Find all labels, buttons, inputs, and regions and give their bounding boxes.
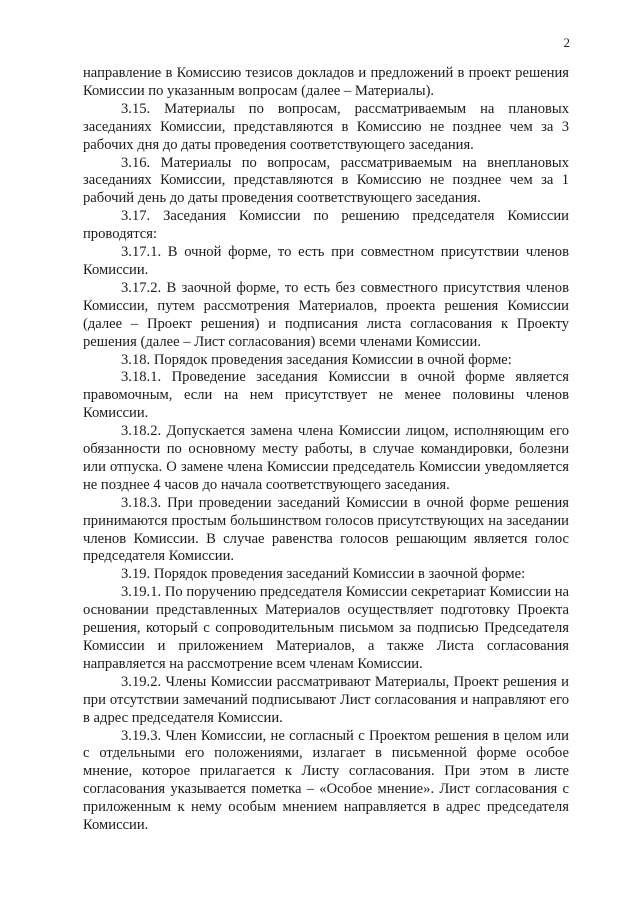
paragraph-3-17: 3.17. Заседания Комиссии по решению председателя Комиссии проводятся: — [83, 208, 569, 243]
paragraph-3-16: 3.16. Материалы по вопросам, рассматриваемым на внеплановых заседаниях Комиссии, представляются в Комиссию не позднее чем за 1 рабочий день до даты проведения соответствующего заседания. — [83, 154, 569, 207]
paragraph-3-18-2: 3.18.2. Допускается замена члена Комиссии лицом, исполняющим его обязанности по основному месту работы, в случае командировки, болезни или отпуска. О замене члена Комиссии председатель Комиссии уведомляется не позднее 4 часов до начала соответствующего заседания. — [83, 423, 569, 493]
page-number: 2 — [563, 35, 570, 50]
paragraph-3-18-3: 3.18.3. При проведении заседаний Комиссии в очной форме решения принимаются простым большинством голосов присутствующих на заседании членов Комиссии. В случае равенства голосов решающим является голос председателя Комиссии. — [83, 494, 569, 565]
paragraph-3-18-1: 3.18.1. Проведение заседания Комиссии в очной форме является правомочным, если на нем присутствует не менее половины членов Комиссии. — [83, 369, 569, 422]
document-body — [83, 65, 569, 835]
paragraph: направление в Комиссию тезисов докладов и предложений в проект решения Комиссии по указанным вопросам (далее – Материалы). — [83, 65, 569, 99]
paragraph-3-19-3: 3.19.3. Член Комиссии, не согласный с Проектом решения в целом или с отдельными его положениями, излагает в письменной форме особое мнение, которое прилагается к Листу согласования. При этом в листе согласования указывается пометка – «Особое мнение». Лист согласования с приложенным к нему особым мнением направляется в адрес председателя Комиссии. — [83, 727, 569, 834]
paragraph-3-17-2: 3.17.2. В заочной форме, то есть без совместного присутствия членов Комиссии, путем рассмотрения Материалов, проекта решения Комиссии (далее – Проект решения) и подписания листа согласования к Проекту решения (далее – Лист согласования) всеми членами Комиссии. — [83, 279, 569, 350]
paragraph-3-18: 3.18. Порядок проведения заседания Комиссии в очной форме: — [121, 351, 512, 368]
paragraph-3-19: 3.19. Порядок проведения заседаний Комиссии в заочной форме: — [121, 566, 526, 583]
paragraph-3-19-2: 3.19.2. Члены Комиссии рассматривают Материалы, Проект решения и при отсутствии замечаний подписывают Лист согласования и направляют его в адрес председателя Комиссии. — [83, 673, 569, 726]
paragraph-3-17-1: 3.17.1. В очной форме, то есть при совместном присутствии членов Комиссии. — [83, 244, 569, 278]
paragraph-3-15: 3.15. Материалы по вопросам, рассматриваемым на плановых заседаниях Комиссии, представляются в Комиссию не позднее чем за 3 рабочих дня до даты проведения соответствующего заседания. — [83, 100, 569, 153]
paragraph-3-19-1: 3.19.1. По поручению председателя Комиссии секретариат Комиссии на основании представленных Материалов осуществляет подготовку Проекта решения, который с сопроводительным письмом за подписью Председателя Комиссии и приложением Материалов, а также Листа согласования направляется на рассмотрение всем членам Комиссии. — [83, 584, 569, 672]
